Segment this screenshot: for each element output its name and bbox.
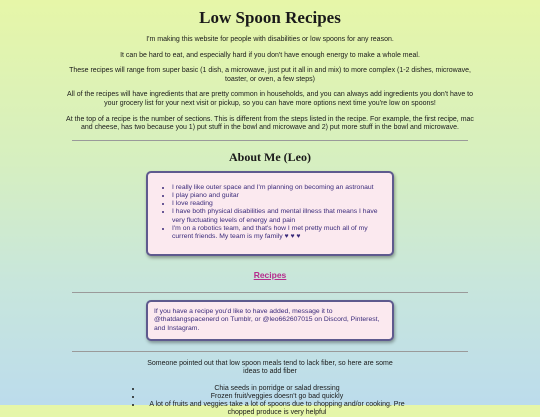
page-title: Low Spoon Recipes <box>199 8 341 27</box>
about-list <box>148 173 392 254</box>
intro-paragraph: It can be hard to eat, and especially hard if you don't have enough energy to make a whole meal. <box>120 51 420 59</box>
about-card <box>146 171 394 256</box>
recipes-nav <box>0 256 540 292</box>
fiber-item: • A lot of fruits and veggies take a lot of spoons due to chopping and/or cooking. Pre chopped produce is very helpful <box>142 401 412 417</box>
about-item: • I have both physical disabilities and mental illness that means I have very fluctuating levels of energy and pain <box>172 208 382 224</box>
fiber-item: • Frozen fruit/veggies doesn't go bad quickly <box>142 393 412 401</box>
about-item: • I really like outer space and I'm planning on becoming an astronaut <box>172 184 382 192</box>
about-item: • I'm on a robotics team, and that's how I met pretty much all of my current friends. My team is my family ♥ ♥ ♥ <box>172 225 382 241</box>
intro-paragraph: I'm making this website for people with disabilities or low spoons for any reason. <box>146 36 394 43</box>
about-item: • I love reading <box>172 200 382 208</box>
about-item: • I play piano and guitar <box>172 192 382 200</box>
contact-text: If you have a recipe you'd like to have added, message it to @thatdangspacenerd on Tumblr, or @leo662607015 on Discord, Pinterest, and Instagram. <box>154 308 380 332</box>
recipes-link[interactable]: Recipes <box>253 270 287 281</box>
section-divider <box>72 292 468 293</box>
intro-section <box>65 36 475 133</box>
fiber-list <box>128 377 412 417</box>
about-heading: About Me (Leo) <box>229 149 311 164</box>
intro-paragraph: All of the recipes will have ingredients that are pretty common in households, and you can always add ingredients you don't have to your grocery list for your next visit or pickup, so you can have more options next time you're low on spoons! <box>66 91 474 107</box>
contact-card <box>146 300 394 341</box>
intro-paragraph: These recipes will range from super basic (1 dish, a microwave, just put it all in and mix) to more complex (1-2 dishes, microwave, toaster, or oven, a few steps) <box>69 67 471 83</box>
fiber-intro: Someone pointed out that low spoon meals tend to lack fiber, so here are some ideas to add fiber <box>147 359 393 376</box>
fiber-item: • Chia seeds in porridge or salad dressing <box>142 385 412 393</box>
intro-paragraph: At the top of a recipe is the number of sections. This is different from the steps listed in the recipe. For example, the first recipe, mac and cheese, has two because you 1) put stuff in the bowl and microwave and 2) put more stuff in the bowl and microwave. <box>66 115 474 132</box>
